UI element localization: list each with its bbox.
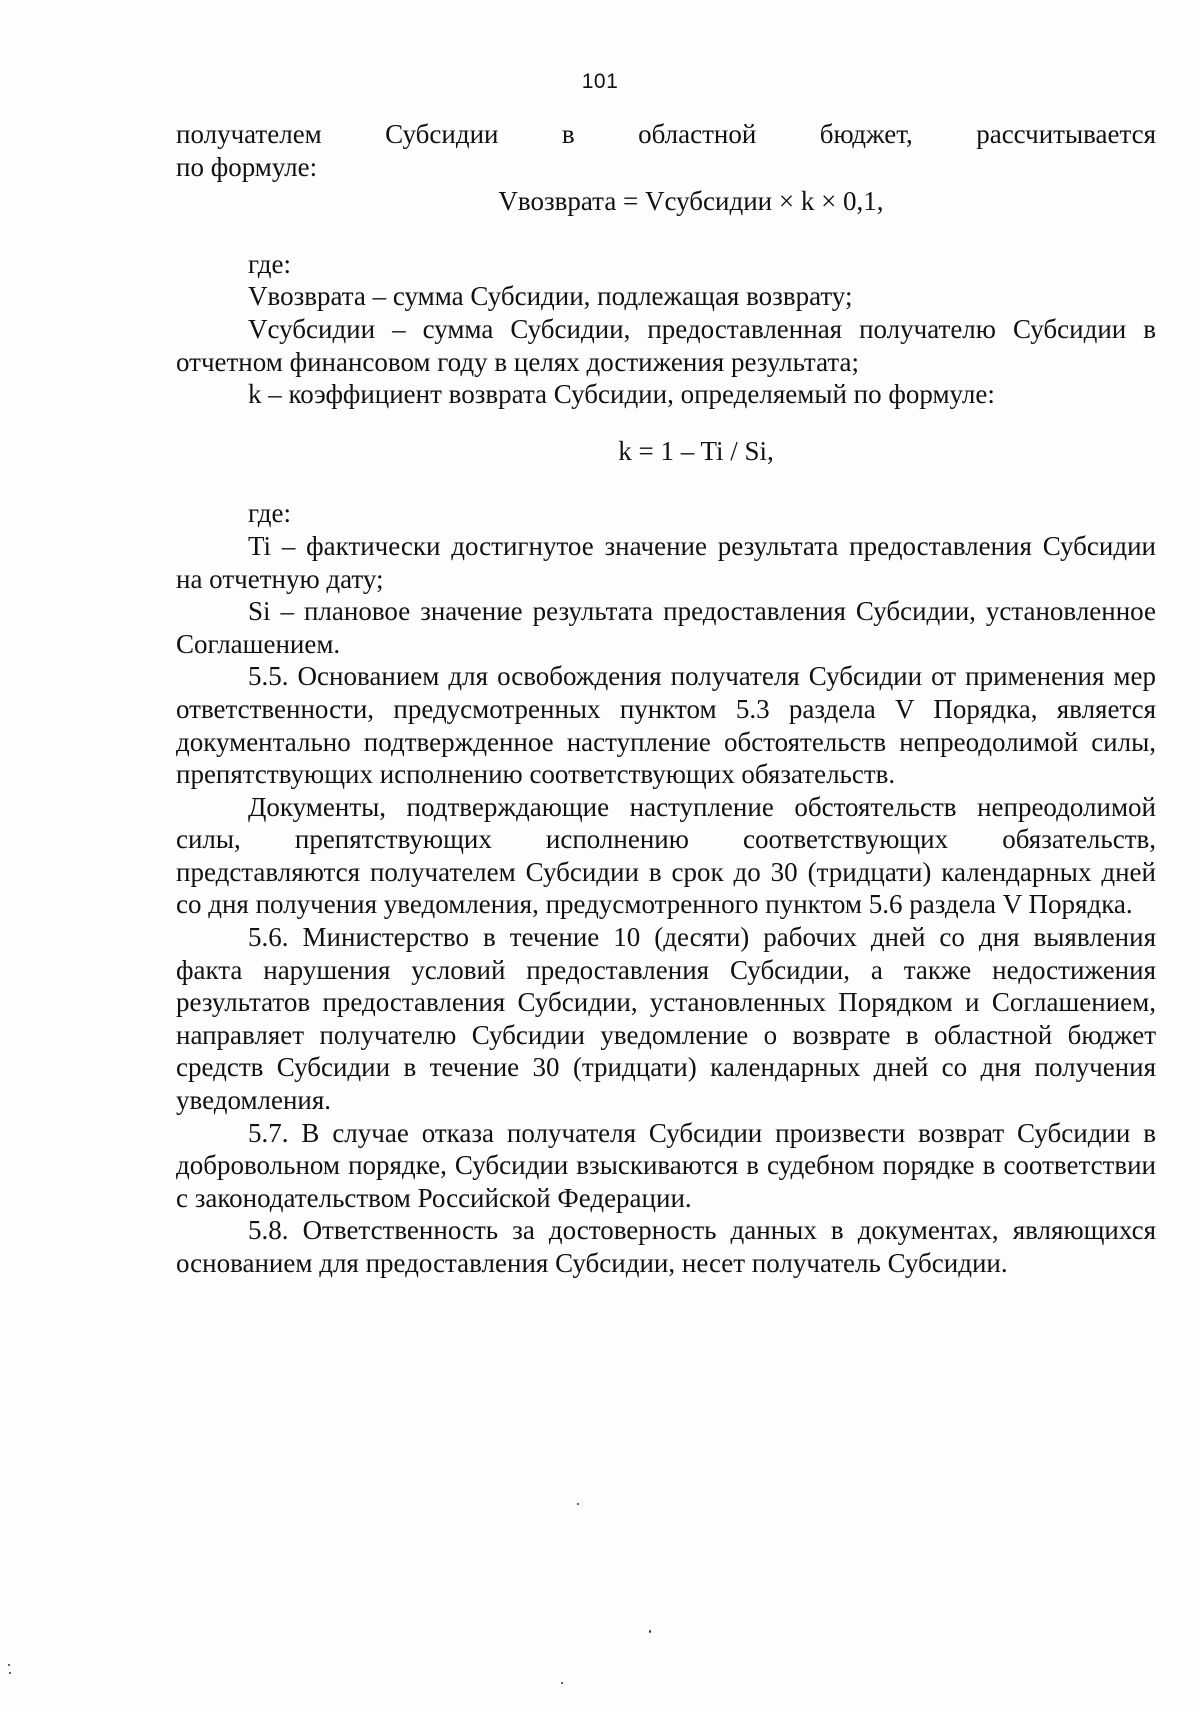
spacer bbox=[176, 411, 1156, 435]
spacer bbox=[176, 218, 1156, 248]
definition-ti: Ti – фактически достигнутое значение результата предоставления Субсидии на отчетную дату; bbox=[176, 530, 1156, 594]
where-label: где: bbox=[248, 248, 291, 279]
spacer bbox=[176, 467, 1156, 497]
definition-v-return: Vвозврата – сумма Субсидии, подлежащая возврату; bbox=[248, 281, 853, 312]
scan-speck bbox=[561, 1682, 563, 1684]
where-label: где: bbox=[248, 498, 291, 529]
formula-return-amount: Vвозврата = Vсубсидии × k × 0,1, bbox=[498, 186, 884, 217]
formula-coefficient: k = 1 – Ti / Si, bbox=[618, 435, 774, 466]
clause-5-5: 5.5. Основанием для освобождения получателя Субсидии от применения мер ответственности, предусмотренных пунктом 5.3 раздела V Порядка, является документально подтвержденное наступление обстоятельств непреодолимой силы, препятствующих исполнению соответствующих обязательств. bbox=[176, 661, 1156, 790]
definition-k: k – коэффициент возврата Субсидии, определяемый по формуле: bbox=[248, 379, 995, 410]
page-number: 101 bbox=[581, 70, 619, 93]
definition-v-subsidy: Vсубсидии – сумма Субсидии, предоставленная получателю Субсидии в отчетном финансовом году в целях достижения результата; bbox=[176, 313, 1156, 377]
scan-speck bbox=[649, 1630, 651, 1633]
clause-5-7: 5.7. В случае отказа получателя Субсидии произвести возврат Субсидии в добровольном порядке, Субсидии взыскиваются в судебном порядке в соответствии с законодательством Российской Федерации. bbox=[176, 1117, 1156, 1213]
scan-speck bbox=[8, 1664, 10, 1666]
definition-si: Si – плановое значение результата предоставления Субсидии, установленное Соглашением. bbox=[176, 596, 1156, 659]
document-body bbox=[176, 118, 1156, 1280]
clause-5-5-documents: Документы, подтверждающие наступление обстоятельств непреодолимой силы, препятствующих исполнению соответствующих обязательств, представляются получателем Субсидии в срок до 30 (тридцати) календарных дней со дня получения уведомления, предусмотренного пунктом 5.6 раздела V Порядка. bbox=[176, 791, 1156, 920]
scan-speck bbox=[577, 1503, 579, 1505]
paragraph-continuation: получателем Субсидии в областной бюджет, рассчитывается bbox=[176, 119, 1156, 149]
paragraph-continuation-end: по формуле: bbox=[176, 151, 318, 182]
clause-5-6: 5.6. Министерство в течение 10 (десяти) рабочих дней со дня выявления факта нарушения условий предоставления Субсидии, а также недостижения результатов предоставления Субсидии, установленных Порядком и Соглашением, направляет получателю Субсидии уведомление о возврате в областной бюджет средств Субсидии в течение 30 (тридцати) календарных дней со дня получения уведомления. bbox=[176, 922, 1156, 1116]
scan-speck bbox=[9, 1672, 11, 1674]
clause-5-8: 5.8. Ответственность за достоверность данных в документах, являющихся основанием для предоставления Субсидии, несет получатель Субсидии. bbox=[176, 1215, 1156, 1278]
